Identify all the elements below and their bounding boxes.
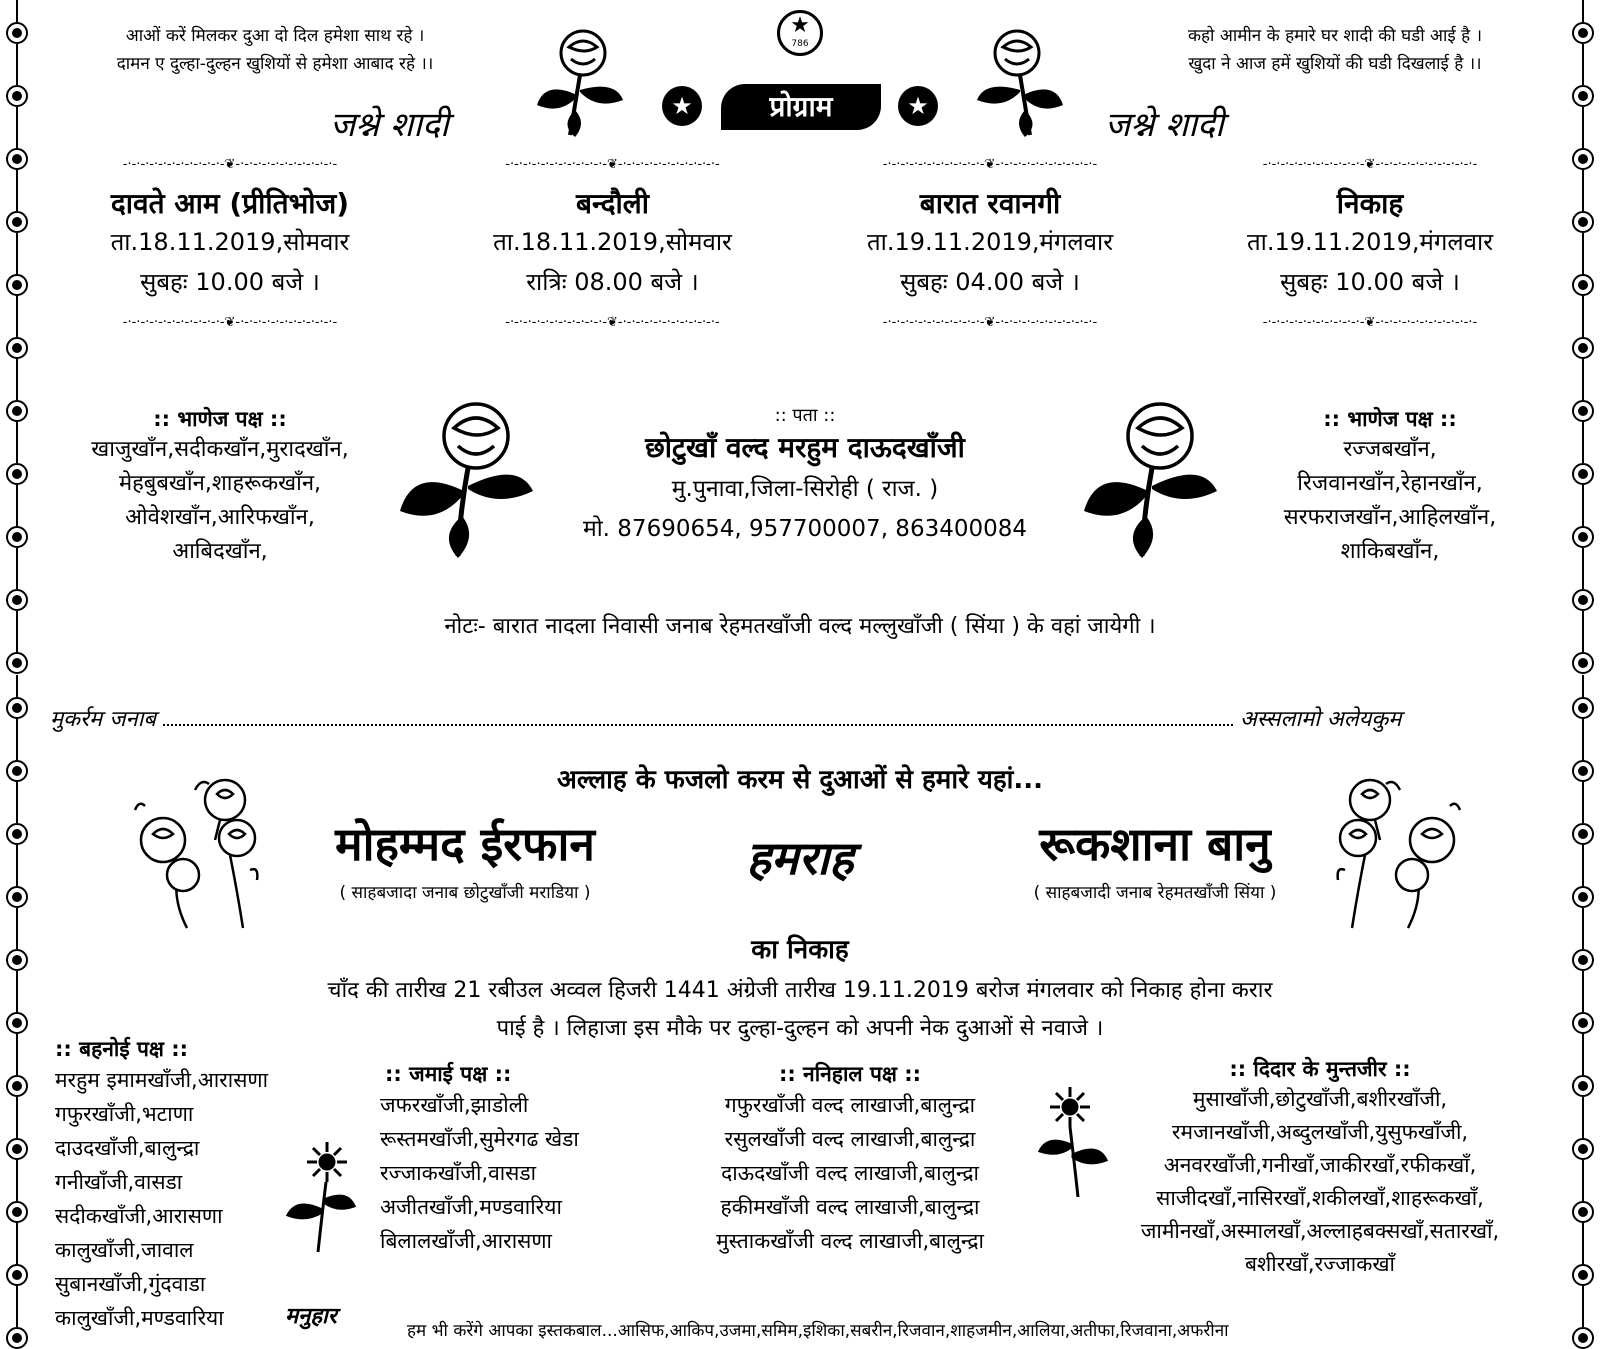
bead-ornament-icon bbox=[6, 886, 28, 908]
section-title: :: बहनोई पक्ष :: bbox=[55, 1037, 189, 1061]
bead-ornament-icon bbox=[1572, 85, 1594, 107]
name-line: शाकिबखाँन, bbox=[1340, 539, 1440, 564]
address-title: :: पता :: bbox=[774, 405, 836, 426]
name-line: रज्जबखाँन, bbox=[1343, 437, 1437, 462]
nikah-label: का निकाह bbox=[751, 935, 849, 965]
ornament-divider: -·-·-·-·-·-·-·-·-·-·-·-❦-·-·-·-·-·-·-·-·-·-·-·- bbox=[882, 316, 1098, 330]
name-line: कालुखाँजी,मण्डवारिया bbox=[55, 1306, 224, 1330]
name-line: बिलालखाँजी,आरासणा bbox=[380, 1229, 552, 1253]
calligraphy-jashne-shadi-right: जश्ने शादी bbox=[1105, 105, 1224, 145]
salutation-row bbox=[50, 705, 1550, 735]
ornament-divider: -·-·-·-·-·-·-·-·-·-·-·-❦-·-·-·-·-·-·-·-·-·-·-·- bbox=[122, 158, 338, 172]
nanihal-section bbox=[680, 1060, 1020, 1258]
name-line: दाऊदखाँजी वल्द लाखाजी,बालुन्द्रा bbox=[721, 1161, 979, 1185]
border-column bbox=[0, 675, 34, 1347]
name-line: गफुरखाँजी वल्द लाखाजी,बालुन्द्रा bbox=[724, 1093, 976, 1117]
footer-welcome: हम भी करेंगे आपका इस्तकबाल...आसिफ,आकिप,उजमा,समिम,इशिका,सबरीन,रिजवान,शाहजमीन,आलिया,अतीफा,रिजवाना,अफरीना bbox=[407, 1321, 1229, 1341]
salutation-right: अस्सलामो अलेयकुम bbox=[1240, 707, 1402, 732]
name-line: खाजुखाँन,सदीकखाँन,मुरादखाँन, bbox=[91, 437, 349, 462]
bead-ornament-icon bbox=[6, 652, 28, 674]
bride-parent: ( साहबजादी जनाब रेहमतखाँजी सिंया ) bbox=[1033, 883, 1277, 903]
bead-ornament-icon bbox=[1572, 652, 1594, 674]
name-line: रसुलखाँजी वल्द लाखाजी,बालुन्द्रा bbox=[724, 1127, 976, 1151]
ornament-divider: -·-·-·-·-·-·-·-·-·-·-·-❦-·-·-·-·-·-·-·-·-·-·-·- bbox=[505, 158, 720, 172]
bead-ornament-icon bbox=[1572, 526, 1594, 548]
ornament-divider: -·-·-·-·-·-·-·-·-·-·-·-❦-·-·-·-·-·-·-·-·-·-·-·- bbox=[1262, 316, 1478, 330]
section-title: :: भाणेज पक्ष :: bbox=[153, 407, 287, 431]
bead-ornament-icon bbox=[1572, 589, 1594, 611]
bead-ornament-icon bbox=[6, 1138, 28, 1160]
name-line: कालुखाँजी,जावाल bbox=[55, 1238, 194, 1262]
rose-bouquet-icon bbox=[1330, 770, 1470, 930]
star-icon: ★ bbox=[662, 86, 702, 126]
program-banner: प्रोग्राम bbox=[721, 84, 881, 130]
bead-ornament-icon bbox=[1572, 1264, 1594, 1286]
name-line: ओवेशखाँन,आरिफखाँन, bbox=[125, 505, 315, 530]
bead-ornament-icon bbox=[6, 337, 28, 359]
name-line: जफरखाँजी,झाडोली bbox=[380, 1093, 529, 1117]
bead-ornament-icon bbox=[1572, 886, 1594, 908]
rose-icon bbox=[535, 25, 625, 140]
groom-name: मोहम्मद ईरफान bbox=[335, 817, 595, 871]
star-icon: ★ bbox=[790, 13, 810, 38]
name-line: मुसाखाँजी,छोटुखाँजी,बशीरखाँजी, bbox=[1192, 1087, 1448, 1111]
bead-ornament-icon bbox=[1572, 1012, 1594, 1034]
phone-numbers: मो. 87690654, 957700007, 863400084 bbox=[582, 516, 1028, 542]
bead-ornament-icon bbox=[1572, 823, 1594, 845]
bead-ornament-icon bbox=[1572, 463, 1594, 485]
rose-icon bbox=[975, 25, 1065, 140]
event-card bbox=[425, 186, 800, 302]
bead-ornament-icon bbox=[6, 526, 28, 548]
star-icon: ★ bbox=[898, 86, 938, 126]
bead-ornament-icon bbox=[6, 1264, 28, 1286]
name-line: अनवरखाँजी,गनीखाँ,जाकीरखाँ,रफीकखाँ, bbox=[1163, 1153, 1477, 1177]
bead-ornament-icon bbox=[1572, 1201, 1594, 1223]
border-column bbox=[0, 0, 34, 665]
address-section bbox=[545, 403, 1065, 549]
name-line: आबिदखाँन, bbox=[172, 539, 268, 564]
bead-ornament-icon bbox=[6, 823, 28, 845]
event-card bbox=[800, 186, 1180, 302]
bead-ornament-icon bbox=[6, 274, 28, 296]
flower-icon bbox=[282, 1140, 362, 1255]
name-line: मरहुम इमामखाँजी,आरासणा bbox=[55, 1068, 269, 1092]
bead-ornament-icon bbox=[1572, 337, 1594, 359]
nikah-date-line: चाँद की तारीख 21 रबीउल अव्वल हिजरी 1441 अंग्रेजी तारीख 19.11.2019 बरोज मंगलवार को निकाह होना करार bbox=[327, 978, 1273, 1003]
event-title: निकाह bbox=[1336, 187, 1404, 220]
bhanej-left-section bbox=[55, 405, 385, 569]
address-place: मु.पुनावा,जिला-सिरोही ( राज. ) bbox=[671, 476, 939, 502]
name-line: सरफराजखाँन,आहिलखाँन, bbox=[1283, 505, 1497, 530]
name-line: मेहबुबखाँन,शाहरूकखाँन, bbox=[118, 471, 322, 496]
emblem-number: 786 bbox=[791, 39, 809, 49]
name-line: रज्जाकखाँजी,वासडा bbox=[380, 1161, 537, 1185]
name-line: रिजवानखाँन,रेहानखाँन, bbox=[1297, 471, 1483, 496]
rose-icon bbox=[1082, 396, 1222, 561]
name-line: दाउदखाँजी,बालुन्द्रा bbox=[55, 1136, 200, 1160]
flower-icon bbox=[1030, 1085, 1110, 1200]
bead-ornament-icon bbox=[1572, 400, 1594, 422]
bead-ornament-icon bbox=[1572, 211, 1594, 233]
bead-ornament-icon bbox=[1572, 949, 1594, 971]
ornament-divider: -·-·-·-·-·-·-·-·-·-·-·-❦-·-·-·-·-·-·-·-·-·-·-·- bbox=[505, 316, 720, 330]
couplet-line: दामन ए दुल्हा-दुल्हन खुशियों से हमेशा आबाद रहे ।। bbox=[116, 54, 434, 74]
name-line: गनीखाँजी,वासडा bbox=[55, 1170, 183, 1194]
name-line: सुबानखाँजी,गुंदवाडा bbox=[55, 1272, 206, 1296]
groom-parent: ( साहबजादा जनाब छोटुखाँजी मराडिया ) bbox=[339, 883, 591, 903]
bead-ornament-icon bbox=[1572, 1138, 1594, 1160]
border-column bbox=[1566, 0, 1600, 665]
didar-section bbox=[1100, 1055, 1540, 1281]
name-line: सदीकखाँजी,आरासणा bbox=[55, 1204, 223, 1228]
border-column bbox=[1566, 675, 1600, 1347]
bead-ornament-icon bbox=[6, 949, 28, 971]
event-date: ता.19.11.2019,मंगलवार bbox=[866, 228, 1114, 256]
section-title: :: जमाई पक्ष :: bbox=[385, 1062, 512, 1086]
bhanej-right-section bbox=[1225, 405, 1555, 569]
section-title: :: ननिहाल पक्ष :: bbox=[778, 1062, 922, 1086]
bead-ornament-icon bbox=[6, 1075, 28, 1097]
crescent-star-emblem-icon bbox=[777, 10, 823, 56]
host-name: छोटुखाँ वल्द मरहुम दाऊदखाँजी bbox=[645, 431, 965, 464]
name-line: मुस्ताकखाँजी वल्द लाखाजी,बालुन्द्रा bbox=[716, 1229, 984, 1253]
section-title: :: भाणेज पक्ष :: bbox=[1323, 407, 1457, 431]
calligraphy-jashne-shadi-left: जश्ने शादी bbox=[330, 105, 449, 145]
bead-ornament-icon bbox=[6, 211, 28, 233]
bead-ornament-icon bbox=[1572, 274, 1594, 296]
event-time: सुबहः 10.00 बजे । bbox=[1280, 268, 1460, 296]
event-date: ता.18.11.2019,सोमवार bbox=[493, 228, 732, 256]
invite-headline: अल्लाह के फजलो करम से दुआओं से हमारे यहां... bbox=[556, 765, 1044, 795]
name-line: जामीनखाँ,अस्मालखाँ,अल्लाहबक्सखाँ,सतारखाँ, bbox=[1140, 1219, 1500, 1243]
name-line: गफुरखाँजी,भटाणा bbox=[55, 1102, 194, 1126]
bead-ornament-icon bbox=[6, 697, 28, 719]
ornament-divider: -·-·-·-·-·-·-·-·-·-·-·-❦-·-·-·-·-·-·-·-·-·-·-·- bbox=[882, 158, 1098, 172]
event-date: ता.19.11.2019,मंगलवार bbox=[1246, 228, 1494, 256]
event-card bbox=[40, 186, 420, 302]
bead-ornament-icon bbox=[6, 148, 28, 170]
event-date: ता.18.11.2019,सोमवार bbox=[110, 228, 350, 256]
nikah-date-line: पाई है । लिहाजा इस मौके पर दुल्हा-दुल्हन को अपनी नेक दुआओं से नवाजे । bbox=[496, 1016, 1104, 1041]
couplet-left bbox=[40, 22, 510, 78]
event-time: सुबहः 04.00 बजे । bbox=[900, 268, 1080, 296]
bead-ornament-icon bbox=[6, 589, 28, 611]
ornament-divider: -·-·-·-·-·-·-·-·-·-·-·-❦-·-·-·-·-·-·-·-·-·-·-·- bbox=[122, 316, 338, 330]
bead-ornament-icon bbox=[1572, 697, 1594, 719]
bead-ornament-icon bbox=[6, 1327, 28, 1349]
bead-ornament-icon bbox=[6, 1201, 28, 1223]
name-line: रमजानखाँजी,अब्दुलखाँजी,युसुफखाँजी, bbox=[1171, 1120, 1469, 1144]
name-line: साजीदखाँ,नासिरखाँ,शकीलखाँ,शाहरूकखाँ, bbox=[1156, 1186, 1484, 1210]
couplet-right bbox=[1110, 22, 1560, 78]
event-time: रात्रिः 08.00 बजे । bbox=[526, 268, 699, 296]
couplet-line: आओं करें मिलकर दुआ दो दिल हमेशा साथ रहे । bbox=[125, 26, 425, 46]
manuhar-calligraphy: मनुहार bbox=[285, 1303, 337, 1329]
event-title: बारात रवानगी bbox=[919, 187, 1061, 220]
bride-name: रूकशाना बानु bbox=[1039, 817, 1271, 871]
bead-ornament-icon bbox=[1572, 148, 1594, 170]
event-card bbox=[1180, 186, 1560, 302]
couplet-line: खुदा ने आज हमें खुशियों की घडी दिखलाई है ।। bbox=[1188, 54, 1482, 74]
bead-ornament-icon bbox=[6, 760, 28, 782]
event-title: दावते आम (प्रीतिभोज) bbox=[110, 187, 350, 220]
name-line: बशीरखाँ,रज्जाकखाँ bbox=[1245, 1252, 1395, 1276]
salutation-left: मुकर्रम जनाब bbox=[50, 707, 156, 732]
rose-bouquet-icon bbox=[125, 770, 265, 930]
bead-ornament-icon bbox=[6, 400, 28, 422]
bead-ornament-icon bbox=[1572, 22, 1594, 44]
bead-ornament-icon bbox=[6, 463, 28, 485]
bead-ornament-icon bbox=[6, 85, 28, 107]
name-line: अजीतखाँजी,मण्डवारिया bbox=[380, 1195, 562, 1219]
ornament-divider: -·-·-·-·-·-·-·-·-·-·-·-❦-·-·-·-·-·-·-·-·-·-·-·- bbox=[1262, 158, 1478, 172]
bead-ornament-icon bbox=[6, 22, 28, 44]
couplet-line: कहो आमीन के हमारे घर शादी की घडी आई है । bbox=[1187, 26, 1483, 46]
bead-ornament-icon bbox=[6, 1012, 28, 1034]
section-title: :: दिदार के मुन्तजीर :: bbox=[1229, 1057, 1411, 1081]
name-line: रूस्तमखाँजी,सुमेरगढ खेडा bbox=[380, 1127, 579, 1151]
bead-ornament-icon bbox=[1572, 1327, 1594, 1349]
dotted-line bbox=[163, 724, 1233, 726]
bead-ornament-icon bbox=[1572, 1075, 1594, 1097]
name-line: हकीमखाँजी वल्द लाखाजी,बालुन्द्रा bbox=[720, 1195, 980, 1219]
note: नोटः- बारात नादला निवासी जनाब रेहमतखाँजी वल्द मल्लुखाँजी ( सिंया ) के वहां जायेगी । bbox=[444, 614, 1156, 639]
event-title: बन्दौली bbox=[576, 187, 649, 220]
rose-icon bbox=[398, 396, 538, 561]
jamai-section bbox=[380, 1060, 680, 1258]
hamrah-calligraphy: हमराह bbox=[746, 831, 854, 885]
bead-ornament-icon bbox=[1572, 760, 1594, 782]
event-time: सुबहः 10.00 बजे । bbox=[140, 268, 320, 296]
